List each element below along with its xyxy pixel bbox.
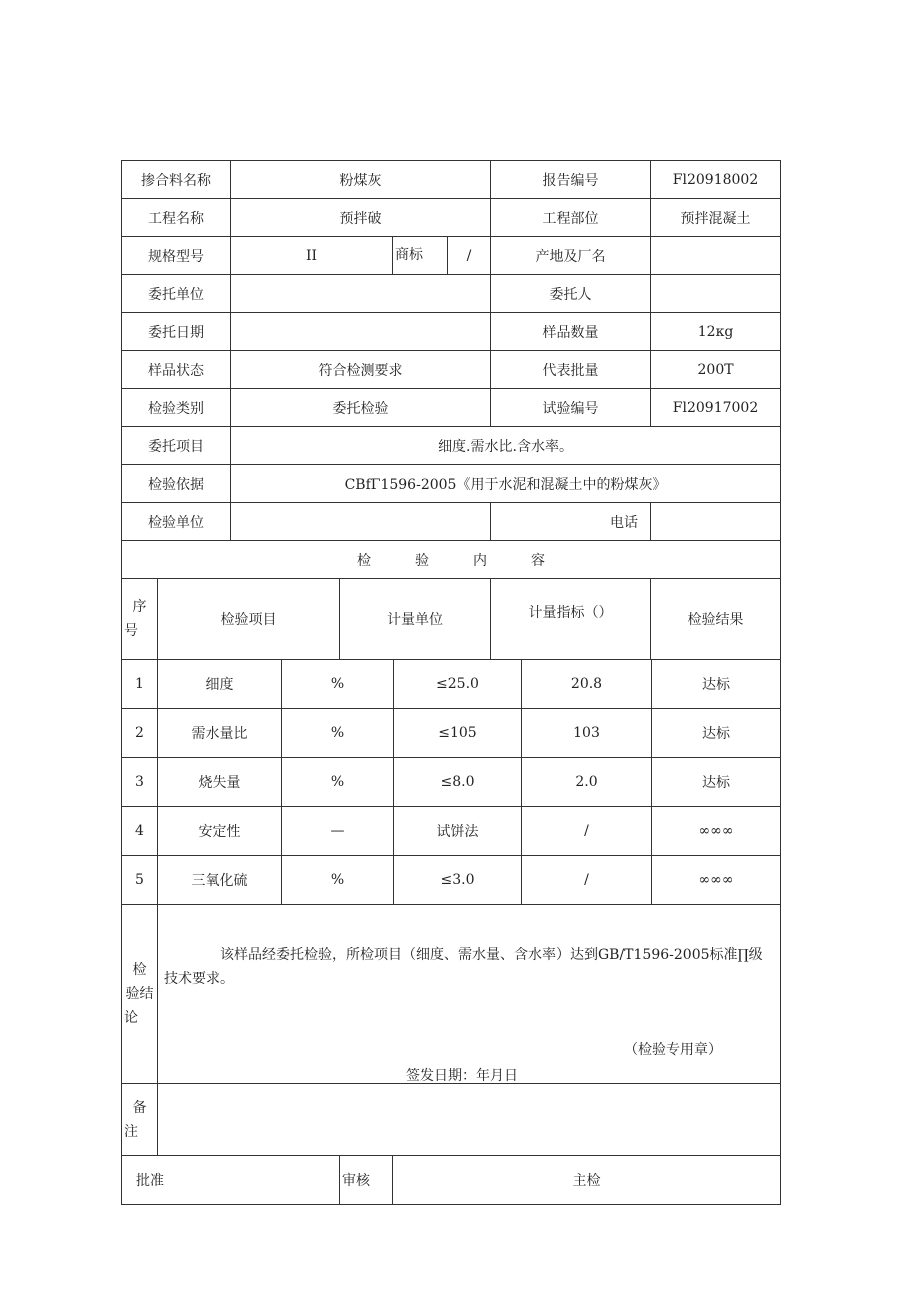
batch-value: 200T (651, 351, 781, 389)
table-row (122, 758, 781, 807)
test-no-label: 试验编号 (491, 389, 651, 427)
client-label: 委托单位 (122, 275, 231, 313)
row-admixture (122, 161, 781, 199)
approve-label: 批准 (122, 1156, 340, 1205)
date-label: 委托日期 (122, 313, 231, 351)
category-value: 委托检验 (231, 389, 491, 427)
basis-label: 检验依据 (122, 465, 231, 503)
result-seq: 2 (122, 709, 158, 758)
batch-label: 代表批量 (491, 351, 651, 389)
origin-label: 产地及厂名 (491, 237, 651, 275)
results-table (121, 660, 781, 905)
section-title (122, 541, 781, 579)
header-item: 检验项目 (158, 579, 340, 660)
issue-date: 签发日期：年月日 (406, 1068, 518, 1084)
result-result: 2.0 (522, 758, 652, 807)
result-item: 烧失量 (158, 758, 282, 807)
table-row (122, 856, 781, 905)
inspector-label: 主检 (393, 1156, 781, 1205)
results-body (122, 660, 781, 905)
header-index-text: 计量指标（） (528, 605, 613, 621)
result-unit: % (282, 660, 394, 709)
unit-label: 检验单位 (122, 503, 231, 541)
result-seq: 4 (122, 807, 158, 856)
date-value (231, 313, 491, 351)
row-basis (122, 465, 781, 503)
consignor-value (651, 275, 781, 313)
report-table (121, 160, 781, 660)
conclusion-label-line: 检 (132, 962, 147, 978)
result-rating: ∞∞∞ (652, 856, 781, 905)
result-rating: ∞∞∞ (652, 807, 781, 856)
client-value (231, 275, 491, 313)
seal-text: （检验专用章） (624, 1042, 722, 1058)
section-title-char: 验 (415, 552, 430, 569)
result-item: 三氧化硫 (158, 856, 282, 905)
unit-value (231, 503, 491, 541)
project-label: 工程名称 (122, 199, 231, 237)
result-unit: % (282, 856, 394, 905)
row-section-title (122, 541, 781, 579)
brand-value: / (466, 247, 472, 264)
brand-cell (393, 237, 491, 275)
part-value: 预拌混凝土 (651, 199, 781, 237)
qty-value: 12κg (651, 313, 781, 351)
result-index: ≤8.0 (394, 758, 522, 807)
spec-value: II (231, 237, 393, 275)
conclusion-row (122, 905, 781, 1084)
phone-value (651, 503, 781, 541)
remarks-row (122, 1084, 781, 1156)
result-index: 试饼法 (394, 807, 522, 856)
row-spec (122, 237, 781, 275)
section-title-char: 容 (531, 552, 546, 569)
report-no-value: Fl20918002 (651, 161, 781, 199)
result-rating: 达标 (652, 660, 781, 709)
admixture-label: 掺合料名称 (122, 161, 231, 199)
review-label: 审核 (340, 1156, 393, 1205)
origin-value (651, 237, 781, 275)
result-seq: 1 (122, 660, 158, 709)
test-no-value: Fl20917002 (651, 389, 781, 427)
result-seq: 5 (122, 856, 158, 905)
category-label: 检验类别 (122, 389, 231, 427)
result-result: 20.8 (522, 660, 652, 709)
row-project (122, 199, 781, 237)
signoff-row (122, 1156, 781, 1205)
result-rating: 达标 (652, 709, 781, 758)
header-seq-line: 号 (124, 623, 138, 639)
result-result: 103 (522, 709, 652, 758)
header-seq (122, 579, 158, 660)
result-item: 细度 (158, 660, 282, 709)
spec-label: 规格型号 (122, 237, 231, 275)
state-label: 样品状态 (122, 351, 231, 389)
conclusion-label-line: 验结 (125, 986, 154, 1002)
result-rating: 达标 (652, 758, 781, 807)
conclusion-cell (158, 905, 781, 1084)
part-label: 工程部位 (491, 199, 651, 237)
result-seq: 3 (122, 758, 158, 807)
conclusion-label (122, 905, 158, 1084)
project-value: 预拌破 (231, 199, 491, 237)
result-index: ≤25.0 (394, 660, 522, 709)
footer-table (121, 905, 781, 1156)
remarks-label-line: 备 (132, 1099, 147, 1116)
phone-label: 电话 (491, 503, 651, 541)
result-unit: % (282, 709, 394, 758)
basis-value: CBfΓ1596-2005《用于水泥和混凝土中的粉煤灰》 (231, 465, 781, 503)
table-row (122, 660, 781, 709)
table-row (122, 807, 781, 856)
header-index (491, 579, 651, 660)
row-category (122, 389, 781, 427)
header-result: 检验结果 (651, 579, 781, 660)
result-index: ≤3.0 (394, 856, 522, 905)
items-label: 委托项目 (122, 427, 231, 465)
qty-label: 样品数量 (491, 313, 651, 351)
result-unit: — (282, 807, 394, 856)
state-value: 符合检测要求 (231, 351, 491, 389)
signoff-table (121, 1156, 781, 1205)
admixture-value: 粉煤灰 (231, 161, 491, 199)
section-title-char: 检 (357, 552, 372, 569)
results-header-row (122, 579, 781, 660)
header-unit: 计量单位 (340, 579, 491, 660)
section-title-char: 内 (473, 552, 488, 569)
remarks-label (122, 1084, 158, 1156)
remarks-label-line: 注 (124, 1123, 138, 1140)
inspection-report (121, 160, 780, 1205)
row-items (122, 427, 781, 465)
result-unit: % (282, 758, 394, 807)
conclusion-label-line: 论 (124, 1010, 138, 1026)
result-item: 安定性 (158, 807, 282, 856)
row-date (122, 313, 781, 351)
row-state (122, 351, 781, 389)
brand-label: 商标 (393, 237, 448, 274)
conclusion-text: 该样品经委托检验，所检项目（细度、需水量、含水率）达到GB/T1596-2005标准∏级技术要求。 (164, 947, 763, 987)
remarks-value (158, 1084, 781, 1156)
header-seq-line: 序 (132, 599, 147, 615)
consignor-label: 委托人 (491, 275, 651, 313)
items-value: 细度.需水比.含水率。 (231, 427, 781, 465)
table-row (122, 709, 781, 758)
row-unit (122, 503, 781, 541)
result-result: / (522, 856, 652, 905)
result-index: ≤105 (394, 709, 522, 758)
report-no-label: 报告编号 (491, 161, 651, 199)
result-result: / (522, 807, 652, 856)
row-client (122, 275, 781, 313)
result-item: 需水量比 (158, 709, 282, 758)
